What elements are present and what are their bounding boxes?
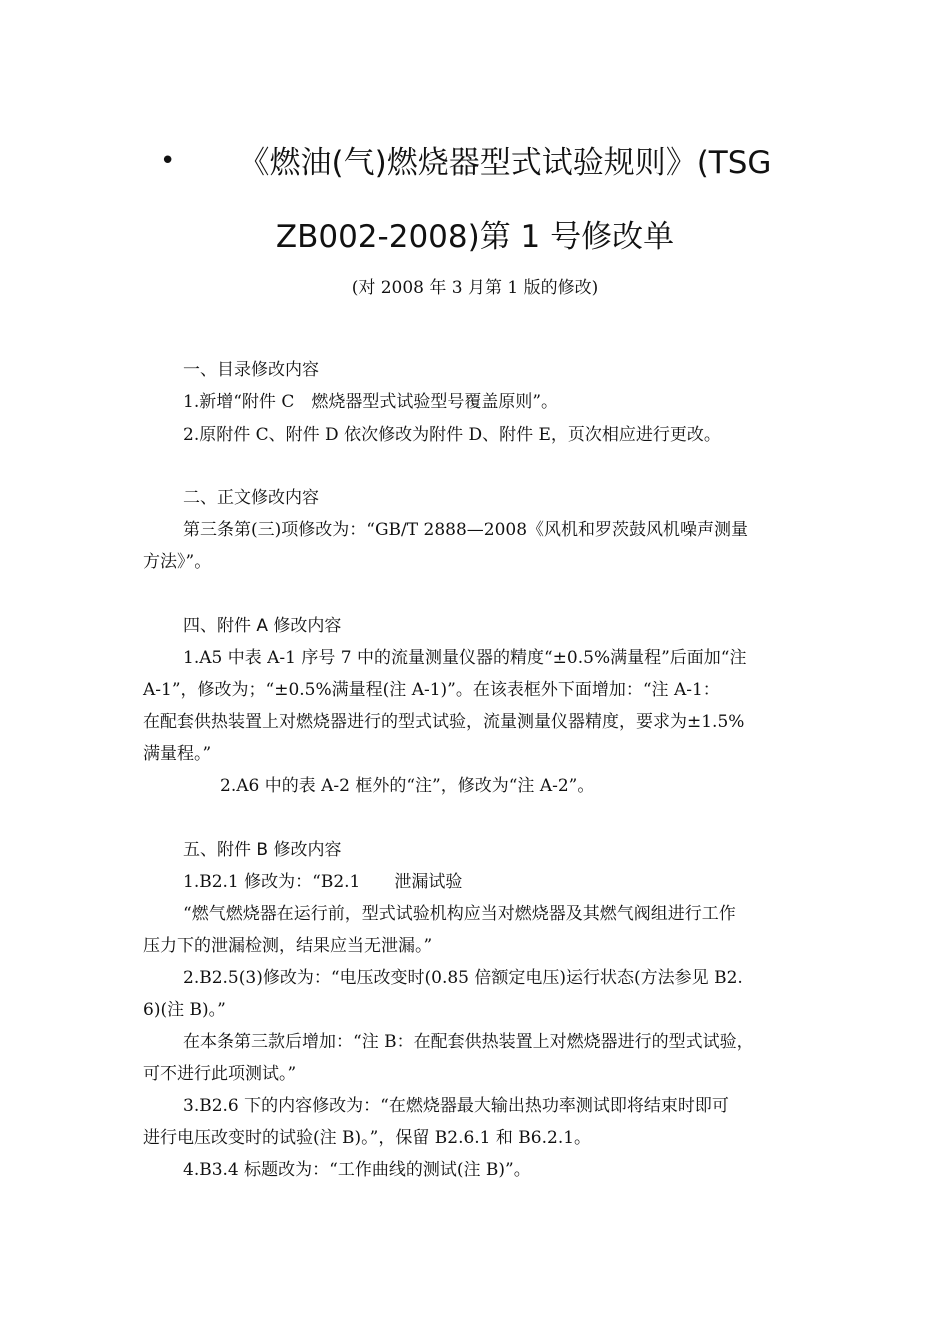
section5-line2: “燃气燃烧器在运行前，型式试验机构应当对燃烧器及其燃气阀组进行工作 xyxy=(183,904,736,924)
section4-line3: 在配套供热装置上对燃烧器进行的型式试验，流量测量仪器精度，要求为±1.5% xyxy=(143,712,745,732)
section4-line4: 满量程。” xyxy=(143,744,212,764)
section5-line8: 3.B2.6 下的内容修改为：“在燃烧器最大输出热功率测试即将结束时即可 xyxy=(183,1096,729,1116)
section4-heading: 四、附件 A 修改内容 xyxy=(183,616,342,636)
section5-heading: 五、附件 B 修改内容 xyxy=(183,840,342,860)
section2-line1: 第三条第(三)项修改为：“GB/T 2888—2008《风机和罗茨鼓风机噪声测量 xyxy=(183,520,749,540)
section2-line2: 方法》”。 xyxy=(143,552,212,572)
section5-line6: 在本条第三款后增加：“注 B：在配套供热装置上对燃烧器进行的型式试验， xyxy=(183,1032,754,1052)
section5-line1: 1.B2.1 修改为：“B2.1 泄漏试验 xyxy=(183,872,463,892)
document-title-line2: ZB002-2008)第 1 号修改单 xyxy=(275,219,675,255)
bullet-marker: • xyxy=(160,146,176,176)
section4-line5: 2.A6 中的表 A-2 框外的“注”，修改为“注 A-2”。 xyxy=(220,776,595,796)
section5-line5: 6)(注 B)。” xyxy=(143,1000,226,1020)
section5-line10: 4.B3.4 标题改为：“工作曲线的测试(注 B)”。 xyxy=(183,1160,531,1180)
section1-item1: 1.新增“附件 C 燃烧器型式试验型号覆盖原则”。 xyxy=(183,392,559,412)
section5-line3: 压力下的泄漏检测，结果应当无泄漏。” xyxy=(143,936,433,956)
section2-heading: 二、正文修改内容 xyxy=(183,488,319,508)
section5-line7: 可不进行此项测试。” xyxy=(143,1064,297,1084)
section1-item2: 2.原附件 C、附件 D 依次修改为附件 D、附件 E，页次相应进行更改。 xyxy=(183,425,721,445)
document-subtitle: (对 2008 年 3 月第 1 版的修改) xyxy=(351,278,599,298)
section5-line9: 进行电压改变时的试验(注 B)。”，保留 B2.6.1 和 B6.2.1。 xyxy=(143,1128,592,1148)
section1-heading: 一、目录修改内容 xyxy=(183,360,319,380)
section4-line2: A-1”，修改为；“±0.5%满量程(注 A-1)”。在该表框外下面增加：“注 A-1： xyxy=(143,680,720,700)
document-title-line1: 《燃油(气)燃烧器型式试验规则》(TSG xyxy=(238,145,772,181)
section5-line4: 2.B2.5(3)修改为：“电压改变时(0.85 倍额定电压)运行状态(方法参见 B2. xyxy=(183,968,743,988)
section4-line1: 1.A5 中表 A-1 序号 7 中的流量测量仪器的精度“±0.5%满量程”后面加“注 xyxy=(183,648,747,668)
